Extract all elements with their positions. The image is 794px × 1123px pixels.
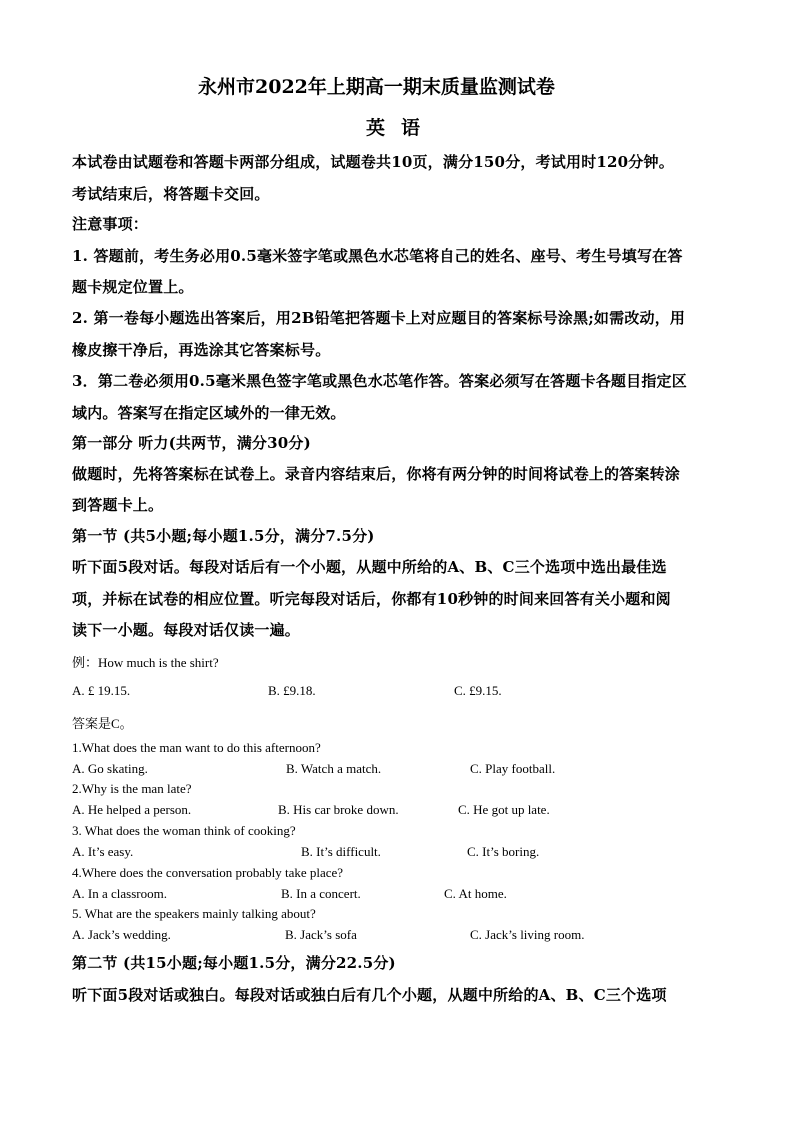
question-5-option-a: A. Jack’s wedding. [72, 927, 171, 942]
question-2-option-c: C. He got up late. [458, 802, 550, 817]
question-3-option-b: B. It’s difficult. [301, 844, 381, 859]
section-2-instruction-line-1: 听下面5段对话或独白。每段对话或独白后有几个小题，从题中所给的A、B、C三个选项 [72, 986, 667, 1004]
question-5-option-c: C. Jack’s living room. [470, 927, 585, 942]
question-4-option-c: C. At home. [444, 886, 507, 901]
question-4: 4.Where does the conversation probably take place? [72, 865, 344, 880]
question-5: 5. What are the speakers mainly talking about? [72, 906, 316, 921]
part-1-heading: 第一部分 听力(共两节，满分30分) [72, 434, 311, 452]
note-1-line-1: 1. 答题前，考生务必用0.5毫米签字笔或黑色水芯笔将自己的姓名、座号、考生号填写在答 [72, 247, 683, 265]
section-1-instruction-line-1: 听下面5段对话。每段对话后有一个小题，从题中所给的A、B、C三个选项中选出最佳选 [72, 558, 667, 576]
intro-line-1: 本试卷由试题卷和答题卡两部分组成，试题卷共10页，满分150分，考试用时120分钟。 [72, 153, 674, 171]
note-1-line-2: 题卡规定位置上。 [72, 278, 194, 296]
question-2-option-b: B. His car broke down. [278, 802, 399, 817]
part-1-instruction-line-2: 到答题卡上。 [72, 496, 164, 514]
question-1-option-a: A. Go skating. [72, 761, 148, 776]
subject-title: 英语 [366, 117, 437, 139]
example-question: 例：How much is the shirt? [72, 655, 219, 670]
note-2-line-1: 2. 第一卷每小题选出答案后，用2B铅笔把答题卡上对应题目的答案标号涂黑;如需改动，用 [72, 309, 686, 327]
example-option-a: A. £ 19.15. [72, 683, 131, 698]
section-1-instruction-line-3: 读下一小题。每段对话仅读一遍。 [72, 621, 301, 639]
question-2: 2.Why is the man late? [72, 781, 192, 796]
question-5-option-b: B. Jack’s sofa [285, 927, 357, 942]
section-2-heading: 第二节 (共15小题;每小题1.5分，满分22.5分) [72, 954, 396, 972]
question-4-option-b: B. In a concert. [281, 886, 361, 901]
section-1-instruction-line-2: 项，并标在试卷的相应位置。听完每段对话后，你都有10秒钟的时间来回答有关小题和阅 [72, 590, 671, 608]
example-option-b: B. £9.18. [268, 683, 316, 698]
note-3-line-2: 域内。答案写在指定区域外的一律无效。 [72, 404, 346, 422]
question-3: 3. What does the woman think of cooking? [72, 823, 296, 838]
question-1: 1.What does the man want to do this afternoon? [72, 740, 321, 755]
question-3-option-c: C. It’s boring. [467, 844, 540, 859]
question-2-option-a: A. He helped a person. [72, 802, 192, 817]
example-option-c: C. £9.15. [454, 683, 502, 698]
example-answer: 答案是C。 [72, 716, 133, 731]
exam-title: 永州市2022年上期高一期末质量监测试卷 [198, 76, 555, 98]
intro-line-2: 考试结束后，将答题卡交回。 [72, 185, 270, 203]
question-3-option-a: A. It’s easy. [72, 844, 134, 859]
note-3-line-1: 3．第二卷必须用0.5毫米黑色签字笔或黑色水芯笔作答。答案必须写在答题卡各题目指定区 [72, 372, 687, 390]
question-4-option-a: A. In a classroom. [72, 886, 167, 901]
note-2-line-2: 橡皮擦干净后，再选涂其它答案标号。 [72, 341, 331, 359]
question-1-option-c: C. Play football. [470, 761, 556, 776]
notes-heading: 注意事项： [72, 215, 149, 233]
part-1-instruction-line-1: 做题时，先将答案标在试卷上。录音内容结束后，你将有两分钟的时间将试卷上的答案转涂 [72, 465, 681, 483]
question-1-option-b: B. Watch a match. [286, 761, 382, 776]
section-1-heading: 第一节 (共5小题;每小题1.5分，满分7.5分) [72, 527, 375, 545]
